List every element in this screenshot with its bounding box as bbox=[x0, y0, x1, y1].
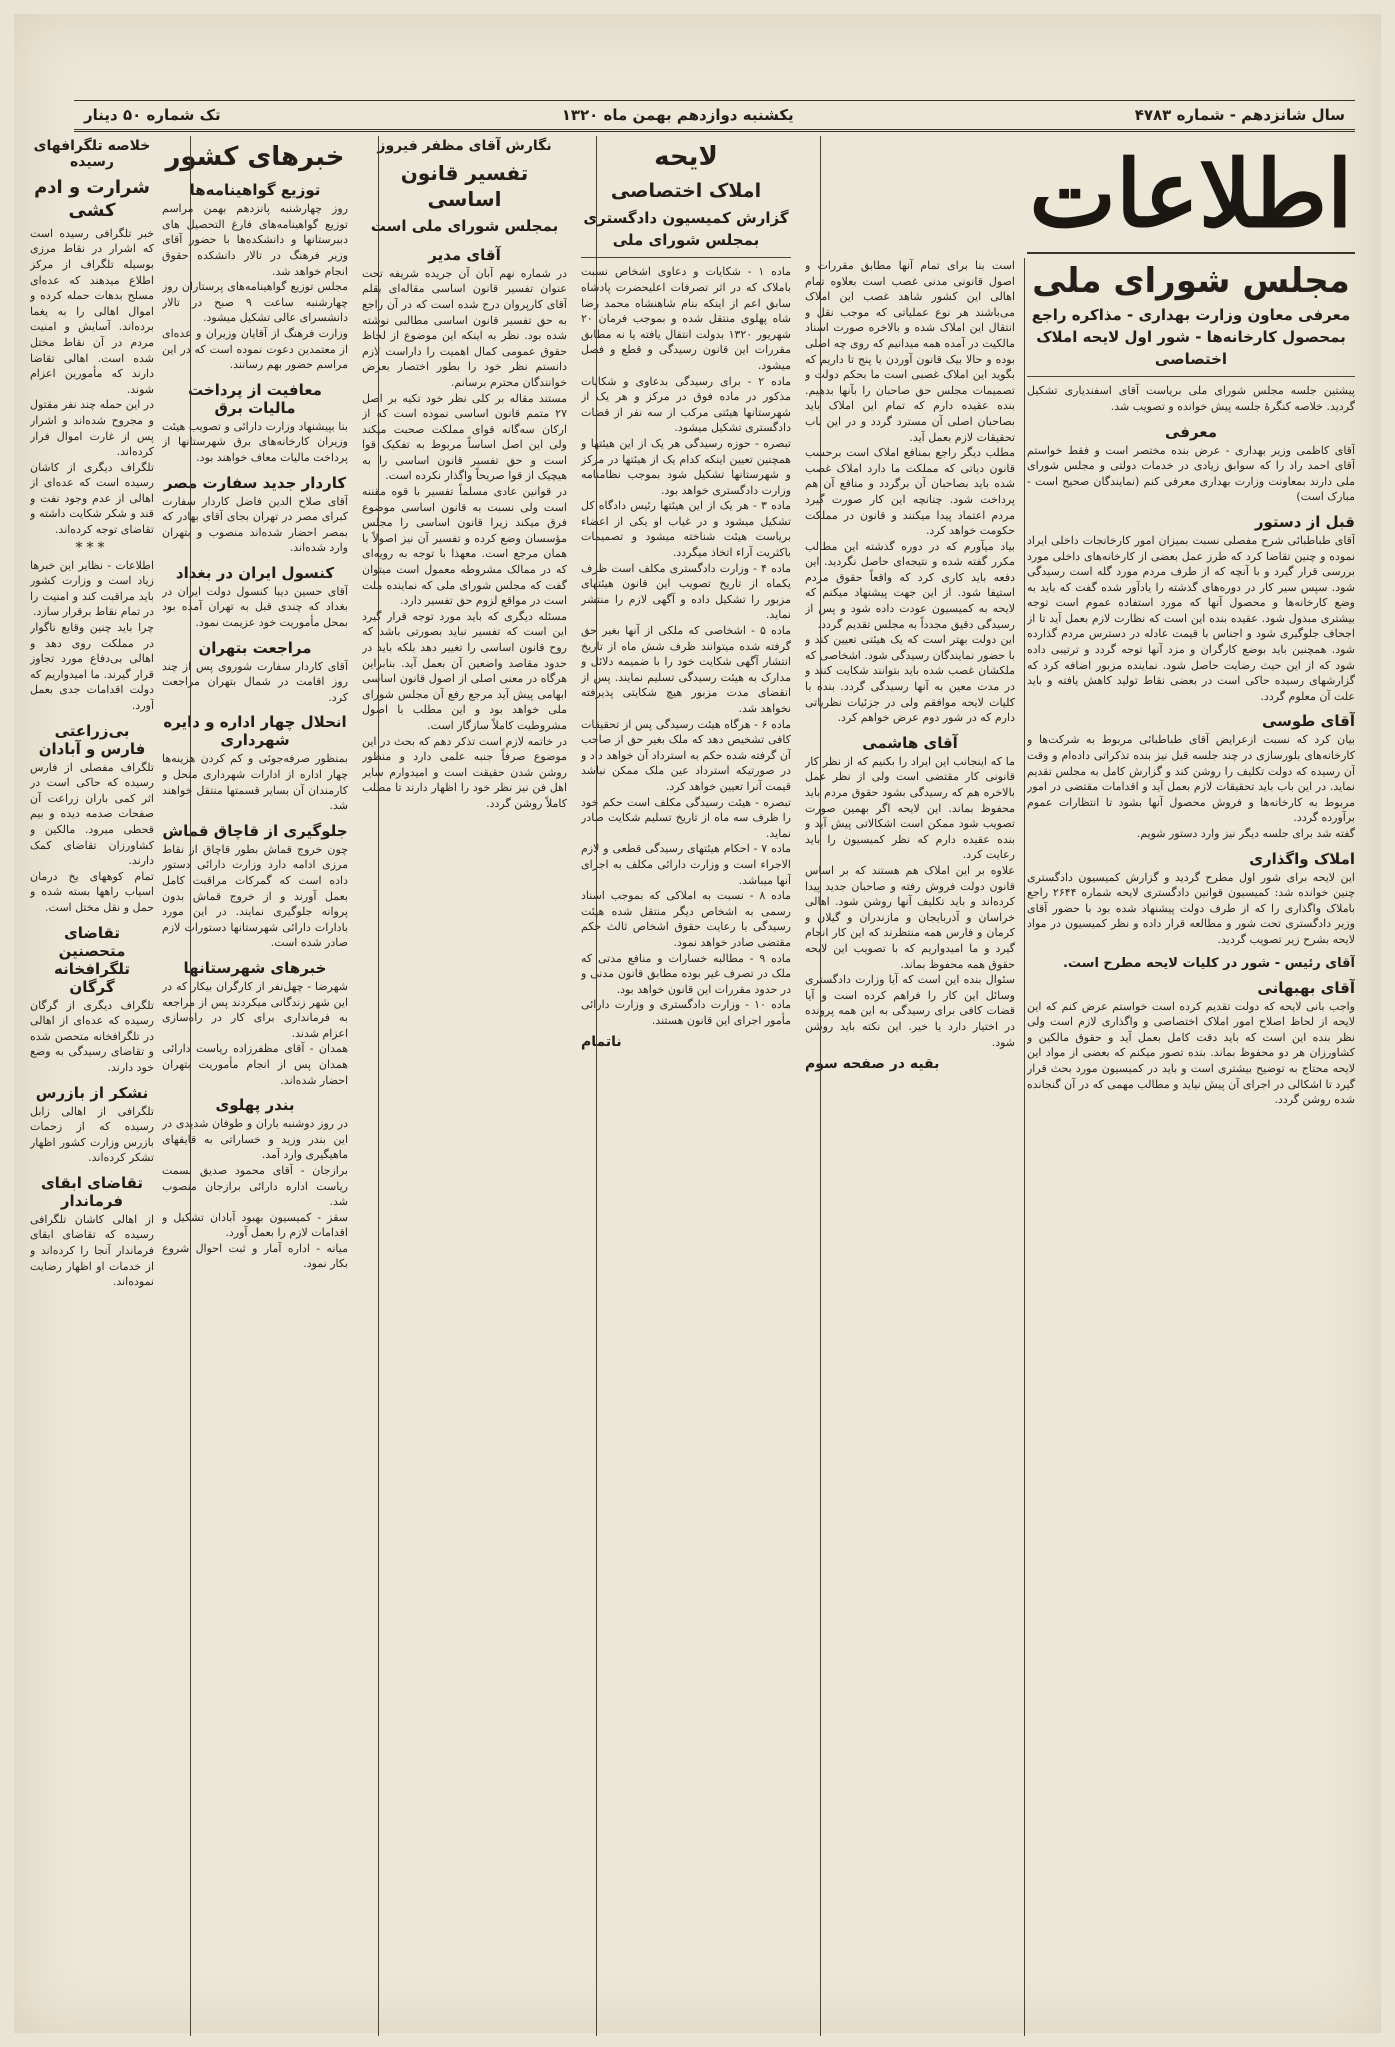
column-constitution bbox=[362, 136, 567, 2036]
paragraph: چون خروج قماش بطور قاچاق از نقاط مرزی ادامه دارد وزارت دارائی دستور داده است که گمرکات مراقبت کامل بعمل آورند و از خروج قماش بدون پروانه جلوگیری نمایند. در این مورد بادارات دارائی شهرستانها دستورات لازم صادر شده است. bbox=[162, 842, 348, 950]
paragraph: برازجان - آقای محمود صدیق بسمت ریاست اداره دارائی برازجان منصوب شد. bbox=[162, 1163, 348, 1209]
paragraph: گفته شد برای جلسه دیگر نیز وارد دستور شویم. bbox=[1136, 827, 1355, 840]
divider bbox=[1027, 376, 1355, 377]
paragraph: شهرضا - چهل‌نفر از کارگران بیکار که در این شهر زندگانی میکردند پس از مراجعه به فرمانداری برای کار در راه‌سازی اعزام شدند. bbox=[162, 979, 348, 1040]
column-bill bbox=[581, 136, 791, 2036]
paragraph: مجلس توزیع گواهینامه‌های پرستاران روز چهارشنبه ساعت ۹ صبح در تالار دانشسرای عالی تشکیل میشود. bbox=[162, 280, 348, 325]
paragraph: بنا بپیشنهاد وزارت دارائی و تصویب هیئت وزیران کارخانه‌های برق شهرستانها از پرداخت مالیات معاف خواهند بود. bbox=[162, 419, 348, 464]
paragraph: از اهالی کاشان تلگرافی رسیده که تقاضای ابقای فرماندار آنجا را کرده‌اند و از خدمات او اظهار رضایت نموده‌اند. bbox=[30, 1212, 154, 1289]
newspaper-page bbox=[14, 14, 1381, 2033]
paragraph: ماده ۸ - نسبت به املاکی که بموجب اسناد رسمی به اشخاص دیگر منتقل شده هیئت رسیدگی با رعایت حقوق اشخاص ثالث حکم مقتضی صادر خواهد نمود. bbox=[581, 889, 791, 949]
paragraph: تبصره - هیئت رسیدگی مکلف است حکم خود را ظرف سه ماه از تاریخ تسلیم شکایت صادر نماید. bbox=[581, 795, 791, 840]
parliament-deck: معرفی معاون وزارت بهداری - مذاکره راجع بمحصول کارخانه‌ها - شور اول لایحه املاک اختصاصی bbox=[1031, 306, 1351, 368]
subhead: معرفی bbox=[1164, 422, 1218, 441]
column-rule bbox=[820, 136, 821, 2036]
subhead: خبرهای شهرستانها bbox=[183, 958, 327, 977]
paragraph: وزارت فرهنگ از آقایان وزیران و عده‌ای از معتمدین دعوت نموده است که در این مراسم حضور بهم رسانند. bbox=[162, 326, 348, 372]
paragraph: مسئله دیگری که باید مورد توجه قرار گیرد این است که تفسیر نباید بصورتی باشد که روح قانون اساسی را تغییر دهد بلکه باید در حدود مقاصد واضعین آن بعمل آید. بنابراین هرگاه در معنی اصلی از اصول قانون اساسی ابهامی پیش آید مرجع رفع آن مجلس شورای ملی خواهد بود و این مطلب با اصول مشروطیت کاملاً سازگار است. bbox=[362, 609, 567, 732]
paragraph: ماده ۶ - هرگاه هیئت رسیدگی پس از تحقیقات کافی تشخیص دهد که ملک بغیر حق از صاحب آن گرفته شده حکم به استرداد آن خواهد داد و در صورتیکه استرداد عین ملک ممکن نباشد قیمت آنرا تعیین خواهد کرد. bbox=[581, 717, 791, 793]
masthead-logo: اطلاعات bbox=[1029, 140, 1353, 248]
column-parliament bbox=[1027, 258, 1355, 2036]
paragraph: سقز - کمیسیون بهبود آبادان تشکیل و اقدامات لازم را بعمل آورد. bbox=[162, 1210, 348, 1240]
issue-number: سال شانزدهم - شماره ۴۷۸۳ bbox=[1134, 106, 1345, 124]
paragraph: تلگراف مفصلی از فارس رسیده که حاکی است در اثر کمی باران زراعت آن صفحات صدمه دیده و بیم قحطی میرود. مالکین و کشاورزان تقاضای کمک دارند. bbox=[30, 760, 154, 868]
subhead: آقای طوسی bbox=[1261, 712, 1355, 731]
paragraph: مستند مقاله بر کلی نظر خود تکیه بر اصل ۲۷ متمم قانون اساسی نموده است که از ارکان سه‌گانه قوای مملکت صحبت میکند ولی این اصل اساساً مربوط به تفکیک قوا است و حق تفسیر قانون اساسی را به هیچیک از قوا صریحاً واگذار نکرده است. bbox=[362, 391, 567, 483]
subhead: نشکر از بازرس bbox=[35, 1083, 149, 1102]
subhead: بندر پهلوی bbox=[215, 1096, 295, 1115]
paragraph: آقای طباطبائی شرح مفصلی نسبت بمیزان امور کارخانجات داخلی ایراد نموده و چنین تقاضا کرد که طرز عمل بعضی از کارخانه‌های داخلی مورد بررسی قرار گیرد و با آنچه که از طرف مردم مورد گله است رسیدگی شود. سپس سیر کار در دوره‌های گذشته را یادآور شده گفت که باید به وضع کارخانه‌ها و محصول آنها که مورد استفاده عموم است توجه بیشتری مبذول شود. عقیده بنده این است که نظارت لازم بعمل آید تا از اجحاف جلوگیری شود و اجناس با قیمت عادله در دسترس مردم گذارده شود. همچنین باید بوضع کارگران و مزد آنها توجه گردد و ترتیبی داده شود که از این حیث رضایت حاصل شود. نماینده مزبور اضافه کرد که گزارشهای رسیده حاکی است در بعضی نقاط تولید کاهش یافته و باید علت آن معلوم گردد. bbox=[1027, 533, 1355, 703]
paragraph: همدان - آقای مظفرزاده ریاست دارائی همدان پس از انجام مأموریت بتهران احضار شده‌اند. bbox=[162, 1042, 348, 1087]
subhead: مراجعت بتهران bbox=[198, 638, 312, 657]
to-be-continued: ناتمام bbox=[581, 1034, 622, 1051]
subhead: توزیع گواهینامه‌ها bbox=[189, 181, 321, 200]
subhead: جلوگیری از قاچاق قماش bbox=[162, 821, 348, 840]
paragraph: واجب بانی لایحه که دولت تقدیم کرده است خواستم عرض کنم که این لایحه از لحاظ اصلاح امور املاک اختصاصی و واگذاری لازم است ولی نظر بنده این است که باید دقت کامل بعمل آید و حقوق مالکین و کشاورزان هر دو محفوظ بماند. بنده تصور میکنم که بعضی از مواد این لایحه محتاج به توضیح بیشتری است و باید در کمیسیون مورد بحث قرار گیرد تا اشکالی در اجرای آن پیش نیاید و مطالب مهمی که در آن گنجانده شده روشن گردد. bbox=[1027, 999, 1355, 1107]
bill-title: لایحه bbox=[654, 142, 718, 172]
paragraph: در قوانین عادی مسلماً تفسیر با قوه مقننه است ولی نسبت به قانون اساسی موضوع فرق میکند زیرا قانون اساسی را مجلس مؤسسان وضع کرده و تفسیر آن نیز اصولاً با همان مرجع است. معهذا با توجه به رویه‌ای که در ممالک مشروطه معمول است میتوان گفت که مجلس شورای ملی که نماینده ملت است در مواقع لزوم حق تفسیر دارد. bbox=[362, 485, 567, 608]
subhead: آقای بهبهانی bbox=[1257, 978, 1355, 997]
subhead: قبل از دستور bbox=[1254, 512, 1355, 531]
masthead-divider bbox=[1027, 252, 1355, 254]
paragraph: بیاد میآورم که در دوره گذشته این مطالب مکرر گفته شده و نتیجه‌ای حاصل نگردید. این دفعه باید کاری کرد که واقعاً حقوق مردم استیفا شود. از این جهت پیشنهاد میکنم که لایحه به کمیسیون عودت داده شود و پس از رسیدگی دقیق مجدداً به مجلس تقدیم گردد. bbox=[805, 539, 1015, 631]
paragraph: ماده ۲ - برای رسیدگی بدعاوی و شکایات مذکور در ماده فوق در مرکز و هر یک از شهرستانها هیئتی مرکب از سه نفر از قضات دادگستری تشکیل میشود. bbox=[581, 374, 791, 435]
column-parliament-continued bbox=[805, 258, 1015, 2036]
paragraph: آقای کاظمی وزیر بهداری - عرض بنده مختصر است و فقط خواستم آقای احمد راد را که سوابق زیادی در خدمات دولتی و مجلس شورای ملی دارند بمعاونت وزارت بهداری معرفی کنم (نمایندگان صحیح است - مبارک است) bbox=[1027, 443, 1355, 504]
continued-note: بقیه در صفحه سوم bbox=[805, 1056, 940, 1073]
paragraph: ماده ۱ - شکایات و دعاوی اشخاص نسبت باملاک که در اثر تصرفات اعلیحضرت پادشاه سابق اعم از اینکه بنام شاهنشاه محمد رضا شاه پهلوی منتقل شده و بموجب فرمان ۲۰ شهریور ۱۳۲۰ بدولت انتقال یافته یا نه مطابق مقررات این قانون رسیدگی و قطع و فصل میشود. bbox=[581, 265, 791, 372]
paragraph: خبر تلگرافی رسیده است که اشرار در نقاط مرزی بوسیله تلگراف از مرکز اطلاع میدهند که عده‌ای مسلح بدهات حمله کرده و اموال اهالی را به یغما برده‌اند. آسایش و امنیت مردم در آن نقاط مختل شده است. اهالی تقاضا دارند که مأمورین اعزام شوند. bbox=[30, 226, 154, 396]
paragraph: آقای صلاح الدین فاضل کاردار سفارت کبرای مصر در تهران بجای آقای بهادر که بمصر احضار شده‌اند منصوب و بتهران وارد شده‌اند. bbox=[162, 494, 348, 555]
paragraph: تلگراف دیگری از کاشان رسیده است که عده‌ای از اهالی از عدم وجود نفت و قند و شکر شکایت داشته و تقاضای توجه کرده‌اند. bbox=[30, 460, 154, 537]
paragraph: ماده ۴ - وزارت دادگستری مکلف است ظرف یکماه از تاریخ تصویب این قانون هیئتهای مزبور را تشکیل داده و آگهی لازم را منتشر نماید. bbox=[581, 561, 791, 622]
bill-deck: گزارش کمیسیون دادگستری بمجلس شورای ملی bbox=[583, 208, 789, 249]
paragraph: این لایحه برای شور اول مطرح گردید و گزارش کمیسیون دادگستری چنین خوانده شد: کمیسیون قوانین دادگستری لایحه شماره ۲۶۴۴ راجع باملاک واگذاری را که از طرف دولت پیشنهاد شده بود با حضور آقای وزیر دادگستری تحت شور و مطالعه قرار داده و نظر کمیسیون در مواد لایحه بشرح زیر تصویب گردید. bbox=[1027, 870, 1355, 946]
paragraph: این دولت بهتر است که یک هیئتی تعیین کند و با حضور نمایندگان رسیدگی شود. اشخاصی که ملکشان غصب شده باید بتوانند شکایت کنند و در مدت معین به آنها رسیدگی گردد. بنده با کلیات لایحه موافقم ولی در جزئیات نظریاتی دارم که در شور دوم عرض خواهم کرد. bbox=[805, 633, 1015, 725]
paragraph: سئوال بنده این است که آیا وزارت دادگستری وسائل این کار را فراهم کرده است و آیا قضات کافی برای رسیدگی به این همه پرونده در اختیار دارد یا خیر. این نکته باید روشن شود. bbox=[805, 973, 1015, 1049]
subhead: آقای رئیس - شور در کلیات لایحه مطرح است. bbox=[1062, 955, 1355, 971]
subhead: تقاضای ابقای فرماندار bbox=[40, 1173, 144, 1210]
paragraph: چرا باید چنین وقایع ناگوار در مملکت روی دهد و اهالی بی‌دفاع مورد تجاوز قرار گیرند. ما امیدواریم که دولت اقدامات جدی بعمل آورد. bbox=[30, 621, 154, 712]
paragraph: بیان کرد که نسبت ازعرایض آقای طباطبائی مربوط به شرکت‌ها و کارخانه‌های بلورسازی در چند جلسه قبل نیز بنده تذکراتی داده‌ام و وقت آن رسیده که دولت تکلیف را روشن کند و گزارش کامل به مجلس تقدیم نماید. در این باب باید تحقیقات لازم بعمل آید و اقدامات مقتضی در امور مربوط به کارخانه‌ها و فروش محصول آنها بشود تا انتظارات عموم برآورده گردد. bbox=[1027, 733, 1355, 825]
constitution-title: تفسیر قانون اساسی bbox=[400, 161, 529, 211]
paragraph: پیشتین جلسه مجلس شورای ملی بریاست آقای اسفندیاری تشکیل گردید. خلاصه کنگرهٔ جلسه پیش خوانده و تصویب شد. bbox=[1027, 384, 1355, 413]
paragraph: ماده ۳ - هر یک از این هیئتها رئیس دادگاه کل تشکیل میشود و در غیاب او یکی از اعضاء بریاست هیئت شناخته میشود و تصمیمات باکثریت آراء اتخاذ میگردد. bbox=[581, 499, 791, 560]
paragraph: ماده ۱۰ - وزارت دادگستری و وزارت دارائی مأمور اجرای این قانون هستند. bbox=[581, 998, 791, 1027]
paragraph: ما که اینجانب این ایراد را بکنیم که از نظر کار قانونی کار مقتضی است ولی از نظر عمل بالاخره هم که رسیدگی بشود حقوق مردم باید محفوظ بماند. این لایحه اگر بهمین صورت تصویب شود ممکن است اشکالاتی پیش آید و بنده عقیده دارم که نظر کمیسیون را باید رعایت کرد. bbox=[805, 754, 1015, 862]
column-rule bbox=[378, 136, 379, 2036]
paragraph: در خاتمه لازم است تذکر دهم که بحث در این موضوع صرفاً جنبه علمی دارد و منظور روشن شدن حقیقت است و امیدوارم سایر اهل فن نیز نظر خود را اظهار دارند تا مطلب کاملاً روشن گردد. bbox=[362, 734, 567, 810]
constitution-deck: بمجلس شورای ملی است bbox=[370, 217, 559, 235]
paragraph: در روز دوشنبه باران و طوفان شدیدی در این بندر وزید و خساراتی به قایقهای ماهیگیری وارد آمد. bbox=[162, 1117, 348, 1162]
paragraph: میانه - اداره آمار و ثبت احوال شروع بکار نمود. bbox=[162, 1241, 348, 1271]
subhead: انحلال چهار اداره و دایره شهرداری bbox=[163, 713, 347, 750]
telegrams-title: شرارت و ادم کشی bbox=[34, 177, 150, 222]
divider bbox=[581, 257, 791, 258]
subhead: بی‌زراعتی فارس و آبادان bbox=[38, 721, 146, 758]
paragraph: تبصره - حوزه رسیدگی هر یک از این هیئتها و همچنین تعیین اینکه کدام یک از هیئتها در مرکز و شهرستانها تشکیل شود بموجب نظامنامه وزارت دادگستری خواهد بود. bbox=[581, 436, 791, 497]
subhead: کنسول ایران در بغداد bbox=[175, 563, 335, 582]
issue-date: یکشنبه دوازدهم بهمن ماه ۱۳۲۰ bbox=[561, 106, 794, 124]
paragraph: روز چهارشنبه پانزدهم بهمن مراسم توزیع گواهینامه‌های فارغ التحصیل های دبیرستانها و دانشکده‌ها با حضور آقای وزیر فرهنگ در تالار دانشکده حقوق انجام خواهد شد. bbox=[162, 202, 348, 278]
issue-header bbox=[74, 100, 1355, 132]
subhead: آقای هاشمی bbox=[862, 733, 958, 752]
paragraph: تلگرافی از اهالی زابل رسیده که از زحمات بازرس وزارت کشور اظهار تشکر کرده‌اند. bbox=[30, 1104, 154, 1165]
separator-stars: *** bbox=[75, 539, 109, 556]
paragraph: ماده ۵ - اشخاصی که ملکی از آنها بغیر حق گرفته شده میتوانند ظرف شش ماه از تاریخ انتشار آگهی شکایت خود را با ضمیمه دلائل و مدارک به هیئت رسیدگی تسلیم نمایند. پس از انقضای مدت مزبور هیچ شکایتی پذیرفته نخواهد شد. bbox=[581, 624, 791, 715]
paragraph: تمام کوههای یخ درمان اسیاب راهها بسته شده و حمل و نقل مختل است. bbox=[30, 869, 154, 914]
paragraph: تلگراف دیگری از گرگان رسیده که عده‌ای از اهالی در تلگرافخانه متحصن شده و تقاضای رسیدگی به وضع خود دارند. bbox=[30, 998, 154, 1074]
subhead: معافیت از پرداخت مالیات برق bbox=[188, 380, 322, 417]
parliament-title: مجلس شورای ملی bbox=[1032, 261, 1350, 301]
paragraph: ماده ۷ - احکام هیئتهای رسیدگی قطعی و لازم الاجراء است و وزارت دارائی مکلف به اجرای آنها میباشد. bbox=[581, 842, 791, 887]
bill-subtitle: املاک اختصاصی bbox=[610, 180, 762, 203]
paragraph: بمنظور صرفه‌جوئی و کم کردن هزینه‌ها چهار اداره از ادارات شهرداری منحل و کارمندان آن بسایر قسمتها منتقل خواهند شد. bbox=[162, 752, 348, 813]
paragraph: مطلب دیگر راجع بمنافع املاک است برحسب قانون دیاتی که مملکت ما دارد املاک غصب شده باید بصاحبان آن برگردد و منافع آن هم پرداخت شود. چنانچه این کار صورت گیرد مردم اعتماد پیدا میکنند و قانون در مملکت حکومت خواهد کرد. bbox=[805, 446, 1015, 538]
paragraph: است بنا برای تمام آنها مطابق مقررات و اصول قانونی مدنی غصب است بعلاوه تمام اهالی این کشور شاهد غصب این املاک می‌باشند هر نوع عملیاتی که موجب نقل و انتقال این املاک شده و بالاخره صورت اسناد مالکیت در آمده همه میدانیم که روی چه اصلی بوده و حالا بیک قانون آوردن یا پنج تا داریم که بگوید این املاک غصبی است ما بحکم دولت و تصمیمات مجلس حق صاحبان را بآنها بدهیم. بنده عقیده دارم که تمام این املاک باید بصاحبان اصلی آن مسترد گردد و در این باب تحقیقات لازم بعمل آید. bbox=[805, 259, 1015, 444]
column-rule bbox=[190, 136, 191, 2036]
paragraph: آقای حسین دیبا کنسول دولت ایران در بغداد که چندی قبل به تهران آمده بود بمحل مأموریت خود عزیمت نمود. bbox=[162, 584, 348, 630]
subhead: کاردار جدید سفارت مصر bbox=[163, 473, 347, 492]
byline: نگارش آقای مظفر فیروز bbox=[377, 138, 552, 154]
paragraph: اطلاعات - نظایر این خبرها زیاد است و وزارت کشور باید مراقبت کند و امنیت را در تمام نقاط برقرار سازد. bbox=[30, 558, 154, 619]
paragraph: ماده ۹ - مطالبه خسارات و منافع مدتی که ملک در تصرف غیر بوده مطابق قانون مدنی و در حدود مقررات این قانون خواهد بود. bbox=[581, 951, 791, 996]
paragraph: علاوه بر این املاک هم هستند که بر اساس قانون دولت فروش رفته و صاحبان جدید پیدا کرده‌اند و باید تکلیف آنها روشن شود. اهالی خراسان و آذربایجان و مازندران و گیلان و کرمان و فارس همه منتظرند که این کار انجام گیرد و ما امیدواریم که با تصویب این لایحه حقوق همه محفوظ بماند. bbox=[805, 863, 1015, 971]
paragraph: در این حمله چند نفر مقتول و مجروح شده‌اند و اشرار پس از غارت اموال فرار کرده‌اند. bbox=[30, 398, 154, 459]
salutation: آقای مدیر bbox=[428, 245, 501, 264]
subhead: املاک واگذاری bbox=[1249, 849, 1355, 868]
telegrams-kicker: خلاصه تلگرافهای رسیده bbox=[33, 138, 151, 170]
paragraph: آقای کاردار سفارت شوروی پس از چند روز اقامت در شمال بتهران مراجعت کرد. bbox=[162, 659, 348, 704]
subhead: تقاضای متحصنین تلگرافخانه گرگان bbox=[54, 923, 130, 996]
column-rule bbox=[1024, 258, 1025, 2036]
column-rule bbox=[596, 136, 597, 2036]
column-telegrams bbox=[30, 136, 154, 2036]
issue-price: تک شماره ۵۰ دینار bbox=[84, 106, 221, 124]
paragraph: در شماره نهم آبان آن جریده شریفه تحت عنوان تفسیر قانون اساسی مقاله‌ای بقلم آقای کارپروان درج شده است که در آن راجع به حق تفسیر قانون اساسی مطالبی نوشته شده بود. نظر به اینکه این موضوع از لحاظ حقوق عمومی کمال اهمیت را داراست لازم دانستم نظر خود را بطور اختصار بعرض خوانندگان محترم برسانم. bbox=[362, 266, 567, 389]
national-news-title: خبرهای کشور bbox=[165, 142, 345, 172]
